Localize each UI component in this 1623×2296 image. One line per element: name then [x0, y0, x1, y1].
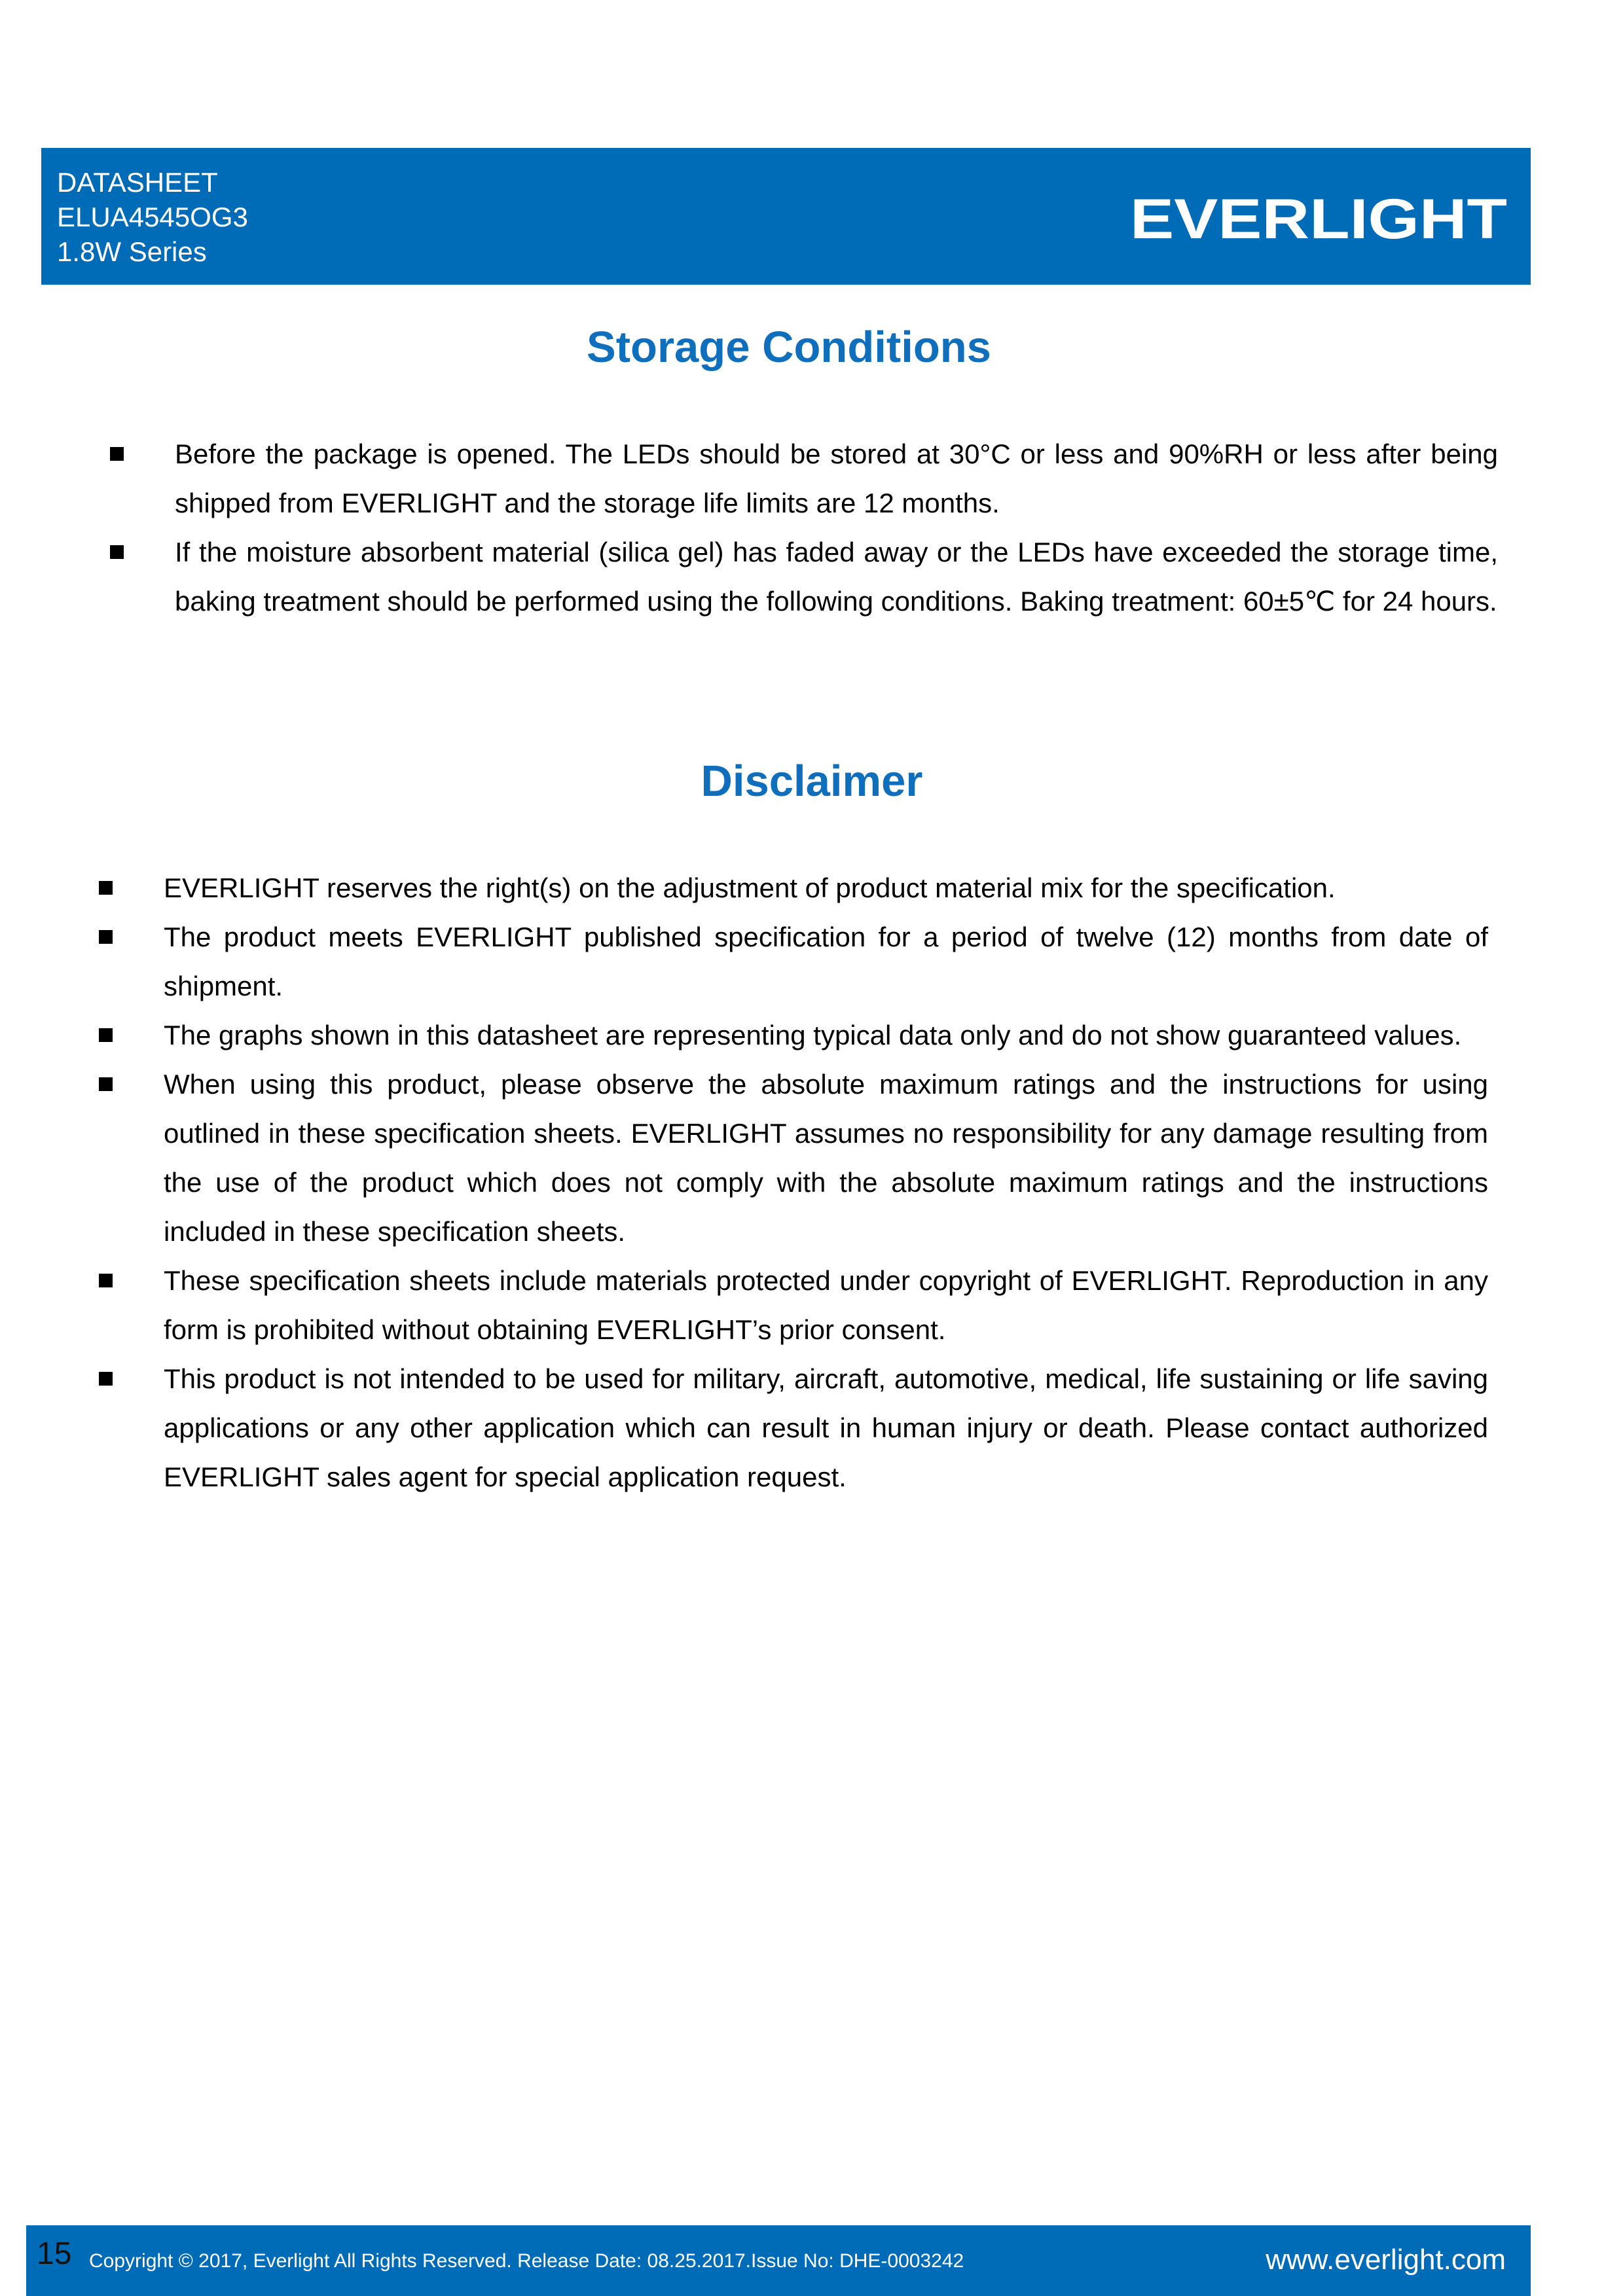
bullet-icon	[110, 447, 124, 461]
list-item-text: Before the package is opened. The LEDs should be stored at 30°C or less and 90%RH or less after being shipped from EVERLIGHT and the storage life limits are 12 months.	[175, 439, 1498, 518]
list-item	[164, 1011, 1488, 1060]
list-item	[164, 1354, 1488, 1501]
everlight-logo	[1129, 187, 1508, 247]
bullet-icon	[99, 881, 113, 895]
copyright-notice: Copyright © 2017, Everlight All Rights Reserved. Release Date: 08.25.2017.Issue No: DHE-0003242	[89, 2250, 964, 2272]
list-item	[164, 912, 1488, 1011]
list-item	[164, 863, 1488, 912]
list-item-text: The product meets EVERLIGHT published specification for a period of twelve (12) months from date of shipment.	[164, 922, 1488, 1001]
list-item-text: EVERLIGHT reserves the right(s) on the adjustment of product material mix for the specification.	[164, 872, 1336, 903]
storage-conditions-list	[175, 429, 1498, 626]
header-banner	[41, 148, 1531, 285]
bullet-icon	[99, 930, 113, 944]
disclaimer-list	[164, 863, 1488, 1501]
disclaimer-title: Disclaimer	[701, 757, 923, 806]
list-item	[175, 429, 1498, 528]
list-item	[164, 1060, 1488, 1256]
website-link[interactable]: www.everlight.com	[1266, 2244, 1506, 2276]
series-name: 1.8W Series	[57, 236, 207, 267]
doc-type: DATASHEET	[57, 167, 218, 198]
bullet-icon	[110, 545, 124, 559]
storage-conditions-title: Storage Conditions	[587, 323, 991, 372]
bullet-icon	[99, 1028, 113, 1042]
footer-bar	[26, 2225, 1531, 2296]
bullet-icon	[99, 1077, 113, 1091]
part-number: ELUA4545OG3	[57, 202, 248, 232]
page-number: 15	[37, 2236, 72, 2271]
list-item	[175, 528, 1498, 626]
list-item-text: These specification sheets include materials protected under copyright of EVERLIGHT. Reproduction in any form is prohibited without obtaining EVERLIGHT’s prior consent.	[164, 1265, 1488, 1345]
header-title-block	[57, 165, 248, 269]
list-item-text: The graphs shown in this datasheet are representing typical data only and do not show guaranteed values.	[164, 1020, 1462, 1050]
logo-text: EVERLIGHT	[1130, 188, 1507, 247]
bullet-icon	[99, 1274, 113, 1287]
list-item-text: When using this product, please observe the absolute maximum ratings and the instructions for using outlined in these specification sheets. EVERLIGHT assumes no responsibility for any damage resulting from the use of the product which does not comply with the absolute maximum ratings and the instructions included in these specification sheets.	[164, 1069, 1488, 1247]
list-item-text: If the moisture absorbent material (silica gel) has faded away or the LEDs have exceeded the storage time, baking treatment should be performed using the following conditions. Baking treatment: 60±5℃ for 24 hours.	[175, 537, 1498, 617]
list-item-text: This product is not intended to be used for military, aircraft, automotive, medical, life sustaining or life saving applications or any other application which can result in human injury or death. Please contact authorized EVERLIGHT sales agent for special application request.	[164, 1363, 1488, 1492]
bullet-icon	[99, 1372, 113, 1386]
list-item	[164, 1256, 1488, 1354]
